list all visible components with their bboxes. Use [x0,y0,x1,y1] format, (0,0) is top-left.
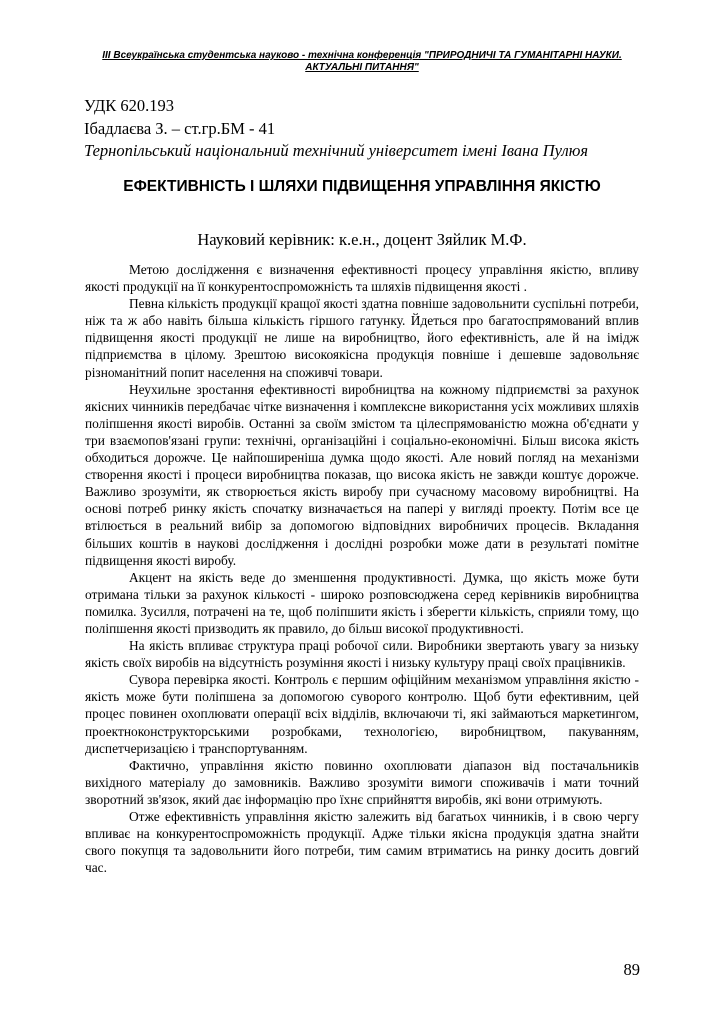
scientific-supervisor: Науковий керівник: к.е.н., доцент Зяйлик М.Ф. [197,230,527,249]
udk-code: УДК 620.193 [84,96,175,115]
paragraph: Сувора перевірка якості. Контроль є першим офіційним механізмом управління якістю - якість може бути поліпшена за допомогою суворого контролю. Щоб бути ефективним, цей процес повинен охоплювати операції всіх відділів, включаючи ті, які займаються маркетингом, проектноконструкторськими розробками, технологією, виробництвом, пакуванням, диспетчеризацією і транспортуванням. [85,672,639,756]
paper-title: ЕФЕКТИВНІСТЬ І ШЛЯХИ ПІДВИЩЕННЯ УПРАВЛІННЯ ЯКІСТЮ [123,178,601,195]
university-affiliation: Тернопільський національний технічний університет імені Івана Пулюя [84,141,589,160]
paper-body [85,261,639,876]
paragraph: На якість впливає структура праці робочої сили. Виробники звертають увагу за низьку якість своїх виробів на відсутність розуміння якості і низьку культуру праці своїх працівників. [85,638,639,671]
paragraph: Отже ефективність управління якістю залежить від багатьох чинників, і в свою чергу впливає на конкурентоспроможність продукції. Адже тільки якісна продукція здатна знайти свого покупця та задовольнити його потреби, тим самим втриматись на ринку досить довгий час. [85,809,639,876]
conference-header: ІІІ Всеукраїнська студентська науково - технічна конференція "ПРИРОДНИЧІ ТА ГУМАНІТАРНІ НАУКИ. АКТУАЛЬНІ ПИТАННЯ" [102,50,622,73]
paragraph: Фактично, управління якістю повинно охоплювати діапазон від постачальників вихідного матеріалу до замовників. Важливо зрозуміти вимоги споживачів і мати точний зворотний зв'язок, який дає інформацію про їхнє сприйняття виробів, які вони отримують. [85,757,639,807]
paragraph: Неухильне зростання ефективності виробництва на кожному підприємстві за рахунок якісних чинників передбачає чітке визначення і комплексне використання усіх можливих шляхів поліпшення якості виробів. Останні за своїм змістом та цілеспрямованістю можна об'єднати у три взаємопов'язані групи: технічні, організаційні і соціально-економічні. Більш висока якість обходиться дорожче. Це найпоширеніша думка щодо якості. Але новий погляд на механізми створення якості і процеси виробництва показав, що висока якість не завжди коштує дорожче. Важливо зрозуміти, як створюється якість виробу при сучасному масовому виробництві. На основі потреб ринку якість спочатку визначається на папері у вигляді проекту. Потім все це втілюється в реальний вибір за допомогою відповідних виробничих процесів. Вкладання більших коштів в наукові дослідження і дослідні розробки може дати в результаті помітне підвищення якості виробу. [85,381,639,568]
author-line: Ібадлаєва З. – ст.гр.БМ - 41 [84,119,276,138]
paragraph: Метою дослідження є визначення ефективності процесу управління якістю, впливу якості продукції на її конкурентоспроможність та шляхів підвищення якості . [85,262,639,295]
page-number: 89 [623,960,640,979]
paragraph: Акцент на якість веде до зменшення продуктивності. Думка, що якість може бути отримана тільки за рахунок кількості - широко розповсюджена серед керівників виробництва помилка. Зусилля, потрачені на те, щоб поліпшити якість і зберегти кількість, сприяли тому, що поліпшення якості призводить як правило, до більш високої продуктивності. [85,569,639,636]
paragraph: Певна кількість продукції кращої якості здатна повніше задовольнити суспільні потреби, ніж та ж або навіть більша кількість гіршого гатунку. Йдеться про багатоспрямований вплив підвищення якості продукції не лише на виробництво, його ефективність, але й на імідж підприємства в цілому. Зрештою високоякісна продукція повніше і дешевше задовольняє різноманітний попит населення на споживчі товари. [85,296,639,380]
